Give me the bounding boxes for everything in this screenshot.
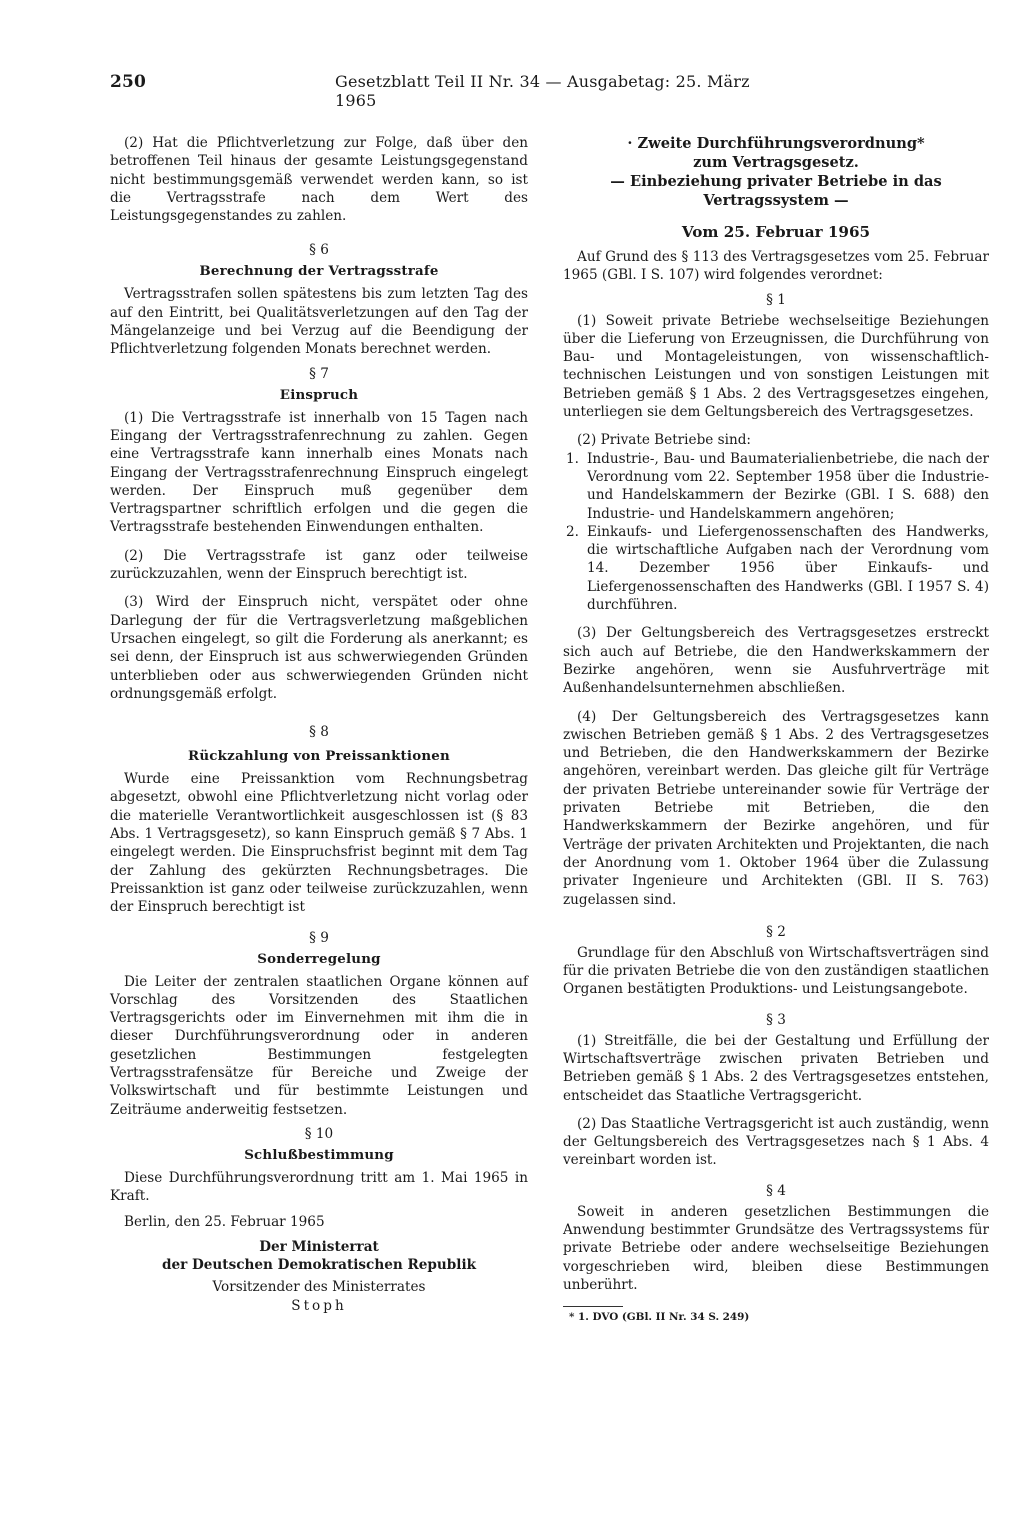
place-date: Berlin, den 25. Februar 1965 bbox=[124, 1214, 325, 1231]
left-column bbox=[110, 134, 528, 1315]
private-businesses-list bbox=[563, 450, 989, 615]
section-number: § 8 bbox=[309, 724, 329, 741]
page-header bbox=[110, 72, 780, 110]
section-number: § 6 bbox=[309, 242, 329, 259]
paragraph: Vertragsstrafen sollen spätestens bis zum letzten Tag des auf den Eintritt, bei Qualitätsverletzungen auf den Tag der Mängelanzeige und bei Verzug auf die Beendigung der Pflichtverletzung folgenden Monats berechnet werden. bbox=[110, 286, 528, 358]
section-number: § 4 bbox=[766, 1182, 786, 1199]
list-item bbox=[563, 523, 989, 614]
section-number: § 7 bbox=[309, 365, 329, 382]
signature-org: der Deutschen Demokratischen Republik bbox=[161, 1257, 477, 1274]
decree-title: Vertragssystem — bbox=[703, 192, 849, 209]
paragraph: (4) Der Geltungsbereich des Vertragsgesetzes kann zwischen Betrieben gemäß § 1 Abs. 2 des Vertragsgesetzes und Betrieben, die den Handwerkskammern der Bezirke angehören, vereinbart werden. Das gleiche gilt für Verträge der privaten Betriebe untereinander sowie für Verträge der privaten Betriebe mit Betrieben, die den Handwerkskammern der Bezirke angehören, und für Verträge der privaten Architekten und Projektanten, die nach der Anordnung vom 1. Oktober 1964 über die Zulassung privater Ingenieure und Architekten (GBl. II S. 763) zugelassen sind. bbox=[563, 708, 989, 908]
section-number: § 1 bbox=[766, 291, 786, 308]
list-item-number: 2. bbox=[566, 523, 579, 540]
list-item bbox=[563, 450, 989, 523]
paragraph: (1) Soweit private Betriebe wechselseitige Beziehungen über die Lieferung von Erzeugnissen, die Durchführung von Bau- und Montageleistungen, von wissenschaftlich-technischen Leistungen und von sonstigen Leistungen mit Betrieben gemäß § 1 Abs. 2 des Vertragsgesetzes eingehen, unterliegen sie dem Geltungsbereich des Vertragsgesetzes. bbox=[563, 312, 989, 421]
paragraph: (3) Der Geltungsbereich des Vertragsgesetzes erstreckt sich auch auf Betriebe, die den Handwerkskammern der Bezirke angehören, wenn sie Ausfuhrverträge mit Außenhandelsunternehmen abschließen. bbox=[563, 625, 989, 697]
paragraph: Die Leiter der zentralen staatlichen Organe können auf Vorschlag des Vorsitzenden des Staatlichen Vertragsgerichts oder im Einvernehmen mit ihm die in dieser Durchführungsverordnung oder in anderen gesetzlichen Bestimmungen festgelegten Vertragsstrafensätze für Bereiche und Zweige der Volkswirtschaft und für bestimmte Leistungen und Zeiträume anderweitig festsetzen. bbox=[110, 973, 528, 1118]
paragraph: (3) Wird der Einspruch nicht, verspätet oder ohne Darlegung der für die Vertragsverletzung maßgeblichen Ursachen eingelegt, so gilt die Forderung als anerkannt; es sei denn, der Einspruch ist aus schwerwiegenden Gründen unterblieben oder aus schwerwiegenden Gründen nicht ordnungsgemäß erfolgt. bbox=[110, 594, 528, 702]
list-item-number: 1. bbox=[566, 450, 579, 467]
section-title: Schlußbestimmung bbox=[244, 1146, 394, 1163]
section-title: Berechnung der Vertragsstrafe bbox=[199, 263, 439, 280]
signature-role: Vorsitzender des Ministerrates bbox=[212, 1279, 426, 1296]
section-number: § 10 bbox=[304, 1125, 334, 1142]
section-title: Rückzahlung von Preissanktionen bbox=[188, 748, 450, 765]
signature-name: Stoph bbox=[291, 1297, 347, 1314]
signature-org: Der Ministerrat bbox=[259, 1238, 379, 1255]
footnote-divider bbox=[563, 1306, 623, 1307]
paragraph: Grundlage für den Abschluß von Wirtschaftsverträgen sind für die privaten Betriebe die von den zuständigen staatlichen Organen bestätigten Produktions- und Leistungsangebote. bbox=[563, 944, 989, 998]
running-title: Gesetzblatt Teil II Nr. 34 — Ausgabetag: 25. März 1965 bbox=[335, 72, 750, 110]
section-number: § 2 bbox=[766, 923, 786, 940]
section-title: Sonderregelung bbox=[257, 950, 381, 967]
paragraph: (2) Hat die Pflichtverletzung zur Folge, daß über den betroffenen Teil hinaus der gesamte Leistungsgegenstand nicht bestimmungsgemäß verwendet werden kann, so ist die Vertragsstrafe nach dem Wert des Leistungsgegenstandes zu zahlen. bbox=[110, 135, 528, 225]
section-number: § 9 bbox=[309, 929, 329, 946]
list-item-text: Einkaufs- und Liefergenossenschaften des Handwerks, die wirtschaftliche Aufgaben nach der Verordnung vom 14. Dezember 1956 über Einkaufs- und Liefergenossenschaften des Handwerks (GBl. I 1957 S. 4) durchführen. bbox=[587, 523, 989, 614]
decree-date: Vom 25. Februar 1965 bbox=[681, 223, 871, 241]
paragraph: (2) Private Betriebe sind: bbox=[577, 432, 751, 449]
paragraph: Wurde eine Preissanktion vom Rechnungsbetrag abgesetzt, obwohl eine Pflichtverletzung nicht vorlag oder die materielle Verantwortlichkeit ausgeschlossen ist (§ 83 Abs. 1 Vertragsgesetz), so kann Einspruch gemäß § 7 Abs. 1 eingelegt werden. Die Einspruchsfrist beginnt mit dem Tag der Zahlung des gekürzten Rechnungsbetrages. Die Preissanktion ist ganz oder teilweise zurückzuzahlen, wenn der Einspruch berechtigt ist bbox=[110, 771, 528, 916]
list-item-text: Industrie-, Bau- und Baumaterialienbetriebe, die nach der Verordnung vom 22. September 1958 über die Industrie- und Handelskammern der Bezirke (GBl. I S. 688) den Industrie- und Handelskammern angehören; bbox=[587, 450, 989, 522]
section-title: Einspruch bbox=[279, 386, 359, 403]
section-number: § 3 bbox=[766, 1011, 786, 1028]
decree-title: — Einbeziehung privater Betriebe in das bbox=[610, 173, 942, 190]
right-column bbox=[563, 134, 989, 1324]
footnote: * 1. DVO (GBl. II Nr. 34 S. 249) bbox=[569, 1311, 750, 1324]
paragraph: (1) Die Vertragsstrafe ist innerhalb von 15 Tagen nach Eingang der Vertragsstrafenrechnung zu zahlen. Gegen eine Vertragsstrafe kann innerhalb eines Monats nach Eingang der Vertragsstrafenrechnung Einspruch eingelegt werden. Der Einspruch muß gegenüber dem Vertragspartner schriftlich erfolgen und die gegen die Vertragsstrafe bestehenden Einwendungen enthalten. bbox=[110, 409, 528, 536]
paragraph: Soweit in anderen gesetzlichen Bestimmungen die Anwendung bestimmter Grundsätze des Vertragssystems für private Betriebe oder andere wechselseitige Beziehungen vorgeschrieben wird, bleiben diese Bestimmungen unberührt. bbox=[563, 1203, 989, 1293]
decree-title: zum Vertragsgesetz. bbox=[693, 154, 859, 171]
paragraph: (2) Die Vertragsstrafe ist ganz oder teilweise zurückzuzahlen, wenn der Einspruch berechtigt ist. bbox=[110, 547, 528, 583]
decree-title: · Zweite Durchführungsverordnung* bbox=[627, 135, 925, 152]
page-number: 250 bbox=[110, 72, 147, 92]
preamble: Auf Grund des § 113 des Vertragsgesetzes vom 25. Februar 1965 (GBl. I S. 107) wird folgendes verordnet: bbox=[563, 249, 989, 284]
paragraph: (2) Das Staatliche Vertragsgericht ist auch zuständig, wenn der Geltungsbereich des Vertragsgesetzes nach § 1 Abs. 4 vereinbart worden ist. bbox=[563, 1115, 989, 1169]
paragraph: (1) Streitfälle, die bei der Gestaltung und Erfüllung der Wirtschaftsverträge zwischen privaten Betrieben und Betrieben gemäß § 1 Abs. 2 des Vertragsgesetzes entstehen, entscheidet das Staatliche Vertragsgericht. bbox=[563, 1032, 989, 1104]
paragraph: Diese Durchführungsverordnung tritt am 1. Mai 1965 in Kraft. bbox=[110, 1169, 528, 1205]
